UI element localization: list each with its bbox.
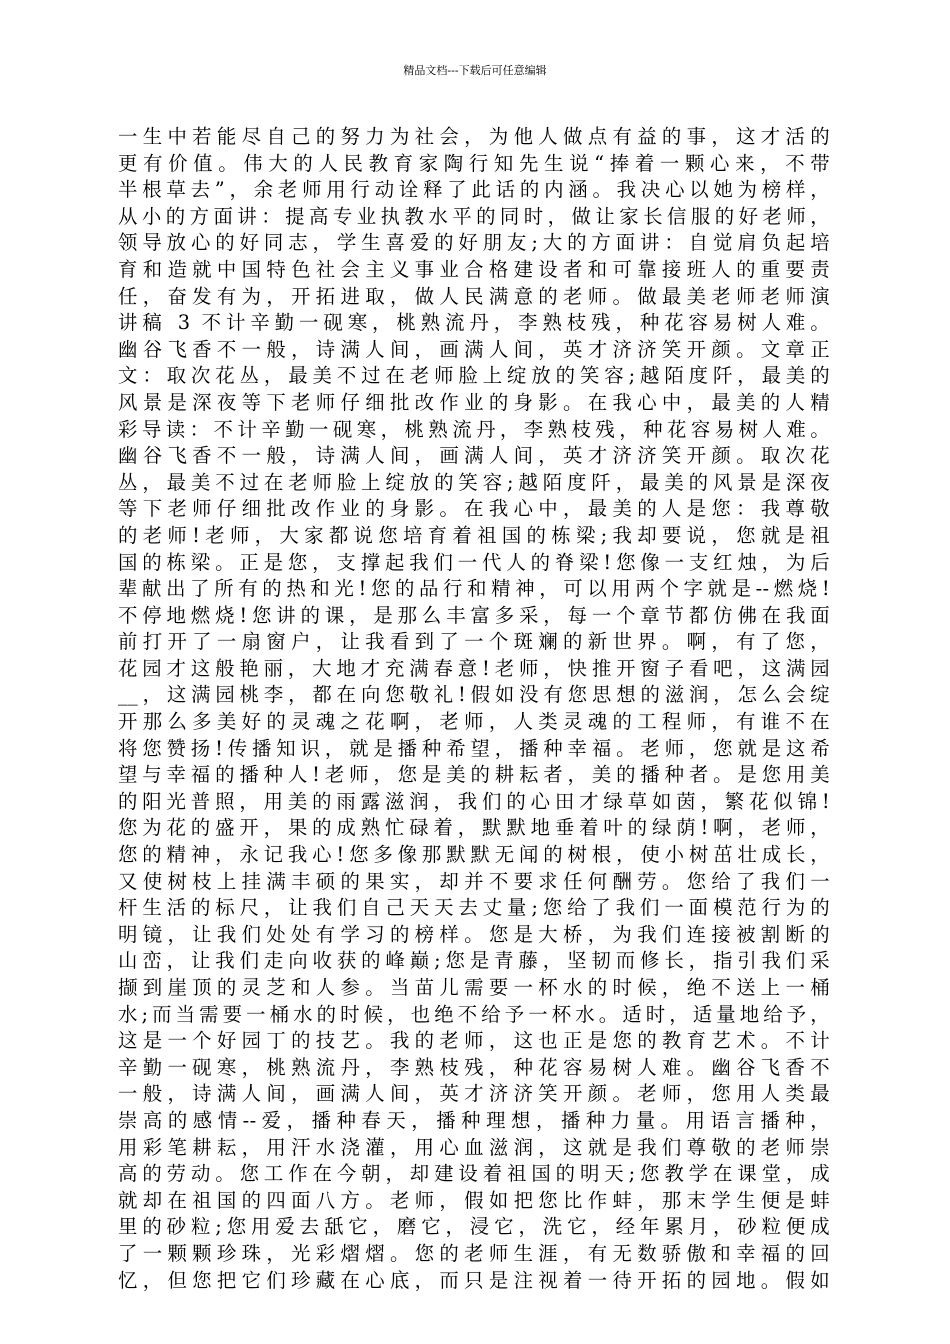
paragraph-line: 山峦，让我们走向收获的峰巅;您是青藤，坚韧而修长，指引我们采	[118, 949, 830, 973]
paragraph-line: 一般，诗满人间，画满人间，英才济济笑开颜。老师，您用人类最	[118, 1082, 830, 1106]
paragraph-line: 杆生活的标尺，让我们自己天天去丈量;您给了我们一面模范行为的	[118, 896, 830, 920]
paragraph-line: 文：取次花丛，最美不过在老师脸上绽放的笑容;越陌度阡，最美的	[118, 364, 830, 388]
paragraph-line: 从小的方面讲：提高专业执教水平的同时，做让家长信服的好老师，	[118, 204, 830, 228]
paragraph-line: 这是一个好园丁的技艺。我的老师，这也正是您的教育艺术。不计	[118, 1029, 830, 1053]
paragraph-line: 风景是深夜等下老师仔细批改作业的身影。在我心中，最美的人精	[118, 390, 830, 414]
paragraph-line: __，这满园桃李，都在向您敬礼!假如没有您思想的滋润，怎么会绽	[118, 683, 830, 707]
paragraph-line: 幽谷飞香不一般，诗满人间，画满人间，英才济济笑开颜。文章正	[118, 337, 830, 361]
paragraph-line: 就却在祖国的四面八方。老师，假如把您比作蚌，那末学生便是蚌	[118, 1188, 830, 1212]
paragraph-line: 前打开了一扇窗户，让我看到了一个斑斓的新世界。啊，有了您，	[118, 630, 830, 654]
paragraph-line: 更有价值。伟大的人民教育家陶行知先生说“捧着一颗心来，不带	[118, 151, 830, 175]
paragraph-line: 的老师!老师，大家都说您培育着祖国的栋梁;我却要说，您就是祖	[118, 523, 830, 547]
paragraph-line: 里的砂粒;您用爱去舐它，磨它，浸它，洗它，经年累月，砂粒便成	[118, 1215, 830, 1239]
paragraph-line: 育和造就中国特色社会主义事业合格建设者和可靠接班人的重要责	[118, 257, 830, 281]
paragraph-line: 领导放心的好同志，学生喜爱的好朋友;大的方面讲：自觉肩负起培	[118, 231, 830, 255]
paragraph-line: 的阳光普照，用美的雨露滋润，我们的心田才绿草如茵，繁花似锦!	[118, 789, 830, 813]
paragraph-line: 撷到崖顶的灵芝和人参。当苗儿需要一杯水的时候，绝不送上一桶	[118, 976, 830, 999]
paragraph-line: 不停地燃烧!您讲的课，是那么丰富多采，每一个章节都仿佛在我面	[118, 603, 830, 627]
paragraph-line: 幽谷飞香不一般，诗满人间，画满人间，英才济济笑开颜。取次花	[118, 444, 830, 468]
paragraph-line: 任，奋发有为，开拓进取，做人民满意的老师。做最美老师老师演	[118, 284, 830, 308]
paragraph-line: 开那么多美好的灵魂之花啊，老师，人类灵魂的工程师，有谁不在	[118, 710, 830, 734]
paragraph-line: 崇高的感情--爱，播种春天，播种理想，播种力量。用语言播种，	[118, 1108, 830, 1132]
paragraph-line: 花园才这般艳丽，大地才充满春意!老师，快推开窗子看吧，这满园	[118, 656, 830, 680]
paragraph-line: 丛，最美不过在老师脸上绽放的笑容;越陌度阡，最美的风景是深夜	[118, 470, 830, 494]
paragraph-line: 用彩笔耕耘，用汗水浇灌，用心血滋润，这就是我们尊敬的老师崇	[118, 1135, 830, 1159]
paragraph-line: 讲稿 3 不计辛勤一砚寒，桃熟流丹，李熟枝残，种花容易树人难。	[118, 311, 830, 335]
document-body	[118, 124, 830, 1294]
paragraph-line: 高的劳动。您工作在今朝，却建设着祖国的明天;您教学在课堂，成	[118, 1162, 830, 1186]
paragraph-line: 彩导读：不计辛勤一砚寒，桃熟流丹，李熟枝残，种花容易树人难。	[118, 417, 830, 441]
paragraph-line: 国的栋梁。正是您，支撑起我们一代人的脊梁!您像一支红烛，为后	[118, 550, 830, 574]
paragraph-line: 等下老师仔细批改作业的身影。在我心中，最美的人是您：我尊敬	[118, 497, 830, 521]
paragraph-line: 望与幸福的播种人!老师，您是美的耕耘者，美的播种者。是您用美	[118, 763, 830, 787]
paragraph-line: 明镜，让我们处处有学习的榜样。您是大桥，为我们连接被割断的	[118, 922, 830, 946]
paragraph-line: 辛勤一砚寒，桃熟流丹，李熟枝残，种花容易树人难。幽谷飞香不	[118, 1055, 830, 1079]
paragraph-line: 您为花的盛开，果的成熟忙碌着，默默地垂着叶的绿荫!啊，老师，	[118, 816, 830, 840]
paragraph-line: 忆，但您把它们珍藏在心底，而只是注视着一待开拓的园地。假如	[118, 1268, 830, 1292]
paragraph-line: 又使树枝上挂满丰硕的果实，却并不要求任何酬劳。您给了我们一	[118, 869, 830, 893]
paragraph-line: 您的精神，永记我心!您多像那默默无闻的树根，使小树茁壮成长，	[118, 843, 830, 867]
page-header: 精品文档---下载后可任意编辑	[403, 64, 547, 77]
paragraph-line: 一生中若能尽自己的努力为社会，为他人做点有益的事，这才活的	[118, 125, 830, 148]
paragraph-line: 辈献出了所有的热和光!您的品行和精神，可以用两个字就是--燃烧!	[118, 577, 830, 601]
paragraph-line: 水;而当需要一桶水的时候，也绝不给予一杯水。适时，适量地给予，	[118, 1002, 830, 1026]
paragraph-line: 将您赞扬!传播知识，就是播种希望，播种幸福。老师，您就是这希	[118, 736, 830, 760]
paragraph-line: 了一颗颗珍珠，光彩熠熠。您的老师生涯，有无数骄傲和幸福的回	[118, 1241, 830, 1265]
paragraph-line: 半根草去”，余老师用行动诠释了此话的内涵。我决心以她为榜样，	[118, 178, 830, 202]
